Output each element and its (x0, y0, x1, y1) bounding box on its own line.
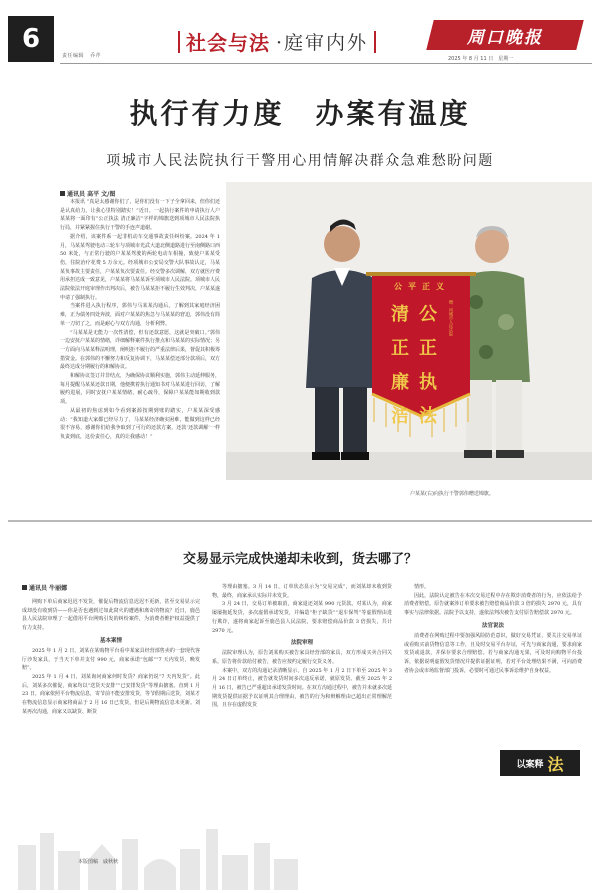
article2-paragraph: 2025 年 1 月 2 日，刘某在某购物平台看中某家具经营部售卖的一套现代客厅沙发家具，于当天下单并支付 990 元，商家承诺“包邮”“7 天内发货，晚发赔”。 (22, 647, 200, 672)
page-number: 6 (8, 16, 54, 62)
article1-paragraph: 和解协议签订并非结点，为确保协议顺利实施，郭伟主动延伸服务，每月提醒马某某还款日期，他便携着执行通知书对马某某进行回访，了解履约进展，同时安抚户某某情绪，耐心疏导，保障户某某能如期收到款项。 (60, 373, 220, 406)
section-bar-left (178, 31, 180, 53)
article2-paragraph: 消费者在网购过程中要加强风险防范意识，做好交易凭证，要关注交易单证或看购买前货物信息等工作，且及时交易平台存证，可先与商家沟通，要求商家发货或退款，并保存要求合理赔偿。若与商家沟通无果，可及时向购物平台投诉，依据说明虚假发货情况并提供证据证明，若对平台处理结果不满，可向消费者协会或市场监督部门投诉，必要时可通过民事诉讼维护自身权益。 (404, 632, 582, 674)
editor-name: 乔芹 (90, 53, 102, 59)
article2-paragraph: 网购下单后商家迟迟不发货，催促后物流信息迟迟不更新，甚至交易显示完成却没有收到货——你是否也遇到过如此窝火的遭遇和离奇的物流？近日，鹿邑县人民法院审理了一起借用平台网购引发的纠纷案件，为消费者维护权益提供了有力支持。 (22, 599, 200, 632)
article1-photo (226, 182, 592, 480)
newspaper-brand (426, 20, 583, 50)
label-big-text: 法 (547, 754, 564, 774)
article2-column-3 (404, 583, 582, 743)
section-dark: ·庭审内外 (276, 32, 369, 54)
editor-role: 责任编辑 (62, 53, 85, 59)
header-rule (60, 63, 592, 64)
banner-small-text: 赠：项城市人民法院 (449, 300, 454, 336)
column-label-badge (500, 750, 580, 776)
article2-paragraph: 3 月 24 日，交易订单被取消，商家退还刘某 990 元货款。对某认为，商家屡屡拖延发货，多次虚假承诺发货，并编造“柜子缺货”“退车保驾”等虚假理由进行欺诈，遂将商家起诉至鹿邑县人民法院，要求赔偿商品价款 3 倍损失，共计 2970 元。 (212, 601, 392, 634)
banner-char: 洁 (391, 406, 409, 427)
cityscape-illustration (8, 815, 308, 890)
article1-paragraph: 据介绍，该案件系一起非机动车交通事故责任纠纷案。2024 年 1 月，马某某驾驶电动三轮车与项城市光武大道北侧道路进行至南侧路口西 50 米处，与正常行驶的户某某驾驶的两轮电动车相撞，致使户某某受伤，住院治疗花费 5 万余元。经项城市公安局交警大队事故认定，马某某负事故主要责任，户某某负次要责任。经交警多次调解，双方就医疗费用承担达成一致意见，户某某将马某某诉至项城市人民法院。项城市人民法院依法开庭审理作出判决后，被告马某某拒不履行生效判决，户某某遂申请了强制执行。 (60, 233, 220, 301)
article2-paragraph: 法院审理认为，原告刘某购买被告家具经营部的家具，双方形成买卖合同关系。原告将价款给付被告，被告应按约定履行交货义务。 (212, 650, 392, 665)
article1-paragraph: “马某某是无能力一次性清偿，但有还款意愿，这就是突破口。”郭伟一边安抚户某某的情绪，详细解释案件执行推点和马某某的实际情况；另一方面向马某某释法明理，阐明拒不履行的严重法律后果，督促其积极筹措资金。在郭伟的不懈努力和反复协调下，马某某偿还部分款项后，双方最终达成分期履行的和解协议。 (60, 329, 220, 371)
article1-headline: 执行有力度 办案有温度 (129, 97, 471, 130)
article1-byline-text: 通讯员 高平 文/图 (67, 191, 116, 198)
photo-caption: 户某某(右)向执行干警郭伟赠送锦旗。 (410, 491, 494, 497)
article1-byline (60, 189, 115, 198)
issue-date: 2025 年 8 月 11 日 星期一 (448, 56, 514, 62)
page-signature: 本版图稿 戚秋秋 (78, 859, 119, 865)
section-subhead: 法官说法 (481, 622, 504, 629)
article1-paragraph: 本报讯 “真是太感谢你们了，是你们没有一下子全拿回来，但你们还是认真给力，让我心里特别踏实！”近日，一起执行案件的申请执行人户某某将一面印有“公正执法 清正廉洁”字样的锦旗送到项城市人民法院执行局，并紧紧握住执行干警的手连声道谢。 (60, 199, 220, 232)
byline-square-icon (22, 585, 27, 590)
section-subhead: 法院审理 (290, 640, 313, 647)
byline-square-icon (60, 191, 65, 196)
article2-paragraph: 情形。 (414, 584, 430, 590)
banner-char: 清 (391, 304, 409, 325)
article1-subhead: 项城市人民法院执行干警用心用情解决群众急难愁盼问题 (106, 153, 494, 169)
banner-char: 正 (419, 338, 437, 359)
section-subhead: 基本案情 (99, 637, 122, 644)
article1-paragraph: 从最初的焦虑到如今看到案源按期到账的踏实，户某某深受感动：“我知道大家都已经尽力了，马某某经济确实困难，能做到这样已经很不容易，感谢你们给我争取到了可行的还款方案，还款‘还款调解’一样负责到底，这份责任心，真的让我感动！” (60, 407, 220, 440)
article2-paragraph: 2025 年 1 月 4 日，刘某询问商家何时发货？商家仍说“7 天内发货”。此后，刘某多次催促，商家均以“送货天安排”“已安排发货”等理由搪塞。直到 1 月 23 日，商家依照平台物流信息，寄节前不能安排发货，等节假期后送货，刘某才在物流信息显示商家将商品于 2 月 16 日已发货，但是后期物流信息未更新。刘某再次沟通，商家又以缺货、断货 (22, 673, 200, 715)
article2-column-2 (212, 583, 392, 828)
banner-char: 执 (419, 372, 437, 393)
label-small-text: 以案释 (516, 759, 544, 770)
section-bar-right (374, 31, 376, 53)
banner-char: 廉 (391, 372, 409, 393)
article2-byline-text: 通讯员 牛丽娜 (29, 585, 68, 592)
article-divider (8, 520, 592, 522)
brand-name: 周口晚报 (467, 27, 543, 48)
article2-title: 交易显示完成快递却未收到，货去哪了？ (182, 552, 417, 567)
article2-byline (22, 583, 67, 592)
article2-paragraph: 本案中，双方的沟通记录清晰显示，自 2025 年 1 月 2 日下单至 2025 年 3 月 24 日订单终止，被告就发货时间多次违反承诺，就原发货。截至 2025 年 2 月 16 日，被告已严重超出承诺发货时间。在双方沟通过程中，被告并未就多次延期发货提供证据予以证明其合理理由，被告的行为和辩解理由已超出正常理解范围，且存在虚假发货 (212, 667, 392, 709)
section-title (178, 27, 376, 56)
article2-column-1 (22, 598, 200, 808)
section-red: 社会与法 (186, 31, 270, 55)
article2-paragraph: 因此，法院认定被告在本次交易过程中存在欺诈消费者的行为，应依法给予消费者赔偿。原告就案涉订单要求被告赔偿商品价款 3 倍的损失 2970 元，具有事实与法律依据。法院予以支持，遂依法判决被告支付原告赔偿款 2970 元。 (404, 592, 582, 617)
banner-char: 公 (419, 304, 437, 325)
article1-paragraph: 当案件进入执行程序，郭伟与马某某沟通后，了解到其家庭经济困难，正为债务四处奔波，面对户某某的焦急与马某某的窘迫，郭伟没有简单一刀切了之，而是耐心与双方沟通，分析利弊。 (60, 303, 220, 327)
banner-chars (386, 300, 442, 428)
banner-char: 正 (391, 338, 409, 359)
banner-char: 法 (419, 406, 437, 427)
article2-paragraph: 等理由搪塞。3 月 14 日，订单状态显示为“交易完成”，而刘某却未收到货物，最终，商家承认实际并未发货。 (212, 584, 392, 599)
editors-line (62, 52, 105, 59)
article1-body (60, 198, 220, 513)
banner-top-text: 公平正义 (394, 281, 450, 291)
banner-pole (366, 272, 476, 276)
